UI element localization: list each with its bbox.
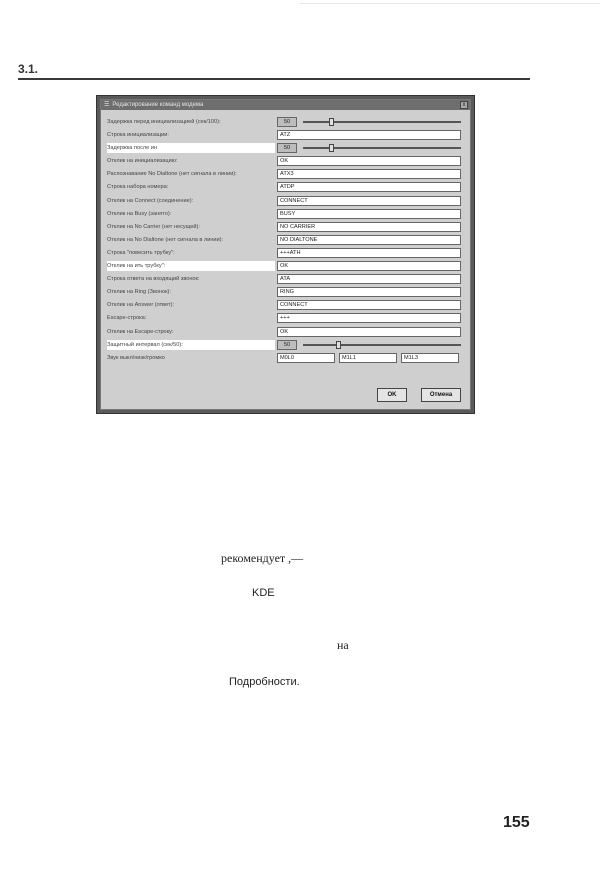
form-row-label: Отклик на ить трубку": [107,261,275,271]
cancel-button[interactable]: Отмена [421,388,461,402]
command-input[interactable]: RING [277,287,461,297]
form-row [107,312,463,325]
close-icon[interactable]: x [460,101,468,109]
command-input[interactable]: OK [277,327,461,337]
form-row [107,326,463,339]
value-slider-track[interactable] [303,344,461,346]
command-input[interactable]: +++ATH [277,248,461,258]
form-row [107,208,463,221]
sound-row [107,352,463,365]
form-row-label: Отклик на Connect (соединение): [107,197,194,204]
value-spinbox[interactable]: 50 [277,143,297,153]
form-row [107,142,463,155]
form-row-label: Защитный интервал (сек/50): [107,340,275,350]
top-faint-rule [300,3,600,4]
command-input[interactable]: CONNECT [277,196,461,206]
form-row [107,155,463,168]
form-row [107,260,463,273]
command-input[interactable]: OK [277,156,461,166]
sound-level-input[interactable]: M1L3 [401,353,459,363]
body-text-4: Подробности. [229,676,300,688]
value-slider-track[interactable] [303,121,461,123]
form-row [107,129,463,142]
value-spinbox[interactable]: 50 [277,340,297,350]
form-row-label: Строка инициализации: [107,132,169,139]
body-text-3: на [337,638,349,652]
command-input[interactable]: OK [277,261,461,271]
form-row-label: Отклик на No Carrier (нет несущей): [107,223,200,230]
form-row [107,181,463,194]
header-rule [18,78,530,80]
body-text-2: KDE [252,587,275,599]
value-slider-track[interactable] [303,147,461,149]
form-row-label: Отклик на Busy (занято): [107,210,172,217]
form-row [107,286,463,299]
form-row-label: Отклик на Answer (ответ): [107,302,174,309]
command-input[interactable]: ATA [277,274,461,284]
form-row [107,273,463,286]
modem-form [107,116,463,365]
value-slider-thumb[interactable] [329,144,334,152]
sound-row-label: Звук выкл/низк/громко [107,354,165,361]
sound-level-input[interactable]: M0L0 [277,353,335,363]
form-row-label: Отклик на Escape-строку: [107,328,174,335]
modem-commands-dialog [100,99,471,410]
form-row-label: Строка ответа на входящий звонок: [107,276,200,283]
form-row [107,339,463,352]
command-input[interactable]: NO CARRIER [277,222,461,232]
command-input[interactable]: +++ [277,313,461,323]
form-row [107,299,463,312]
form-row [107,195,463,208]
form-row-label: Escape-строка: [107,315,147,322]
form-row-label: Строка набора номера: [107,184,169,191]
dialog-title: Редактирование команд модема [112,102,204,108]
figure-screenshot [96,95,475,414]
sound-level-input[interactable]: M1L1 [339,353,397,363]
form-row-label: Отклик на Ring (Звонок): [107,289,171,296]
command-input[interactable]: ATZ [277,130,461,140]
section-header: 3.1. [18,62,39,76]
form-row [107,234,463,247]
body-text-1: рекомендует ,— [221,551,304,565]
form-row-label: Строка "повесить трубку": [107,249,175,256]
command-input[interactable]: ATDP [277,182,461,192]
form-row [107,221,463,234]
command-input[interactable]: ATX3 [277,169,461,179]
window-menu-icon[interactable]: ☰ [104,102,110,108]
dialog-titlebar[interactable] [101,100,470,110]
form-row-label: Распознавание No Dialtone (нет сигнала в линии): [107,171,237,178]
value-slider-thumb[interactable] [329,118,334,126]
form-row [107,247,463,260]
command-input[interactable]: NO DIALTONE [277,235,461,245]
form-row-label: Задержка перед инициализацией (сек/100): [107,119,221,125]
command-input[interactable]: BUSY [277,209,461,219]
form-row-label: Отклик на инициализацию: [107,158,178,165]
form-row-label: Задержка после ин [107,143,275,153]
command-input[interactable]: CONNECT [277,300,461,310]
ok-button[interactable]: OK [377,388,407,402]
form-row [107,168,463,181]
form-row-label: Отклик на No Dialtone (нет сигнала в линии): [107,236,224,243]
value-spinbox[interactable]: 50 [277,117,297,127]
page-number: 155 [503,814,530,831]
form-row [107,116,463,129]
value-slider-thumb[interactable] [336,341,341,349]
